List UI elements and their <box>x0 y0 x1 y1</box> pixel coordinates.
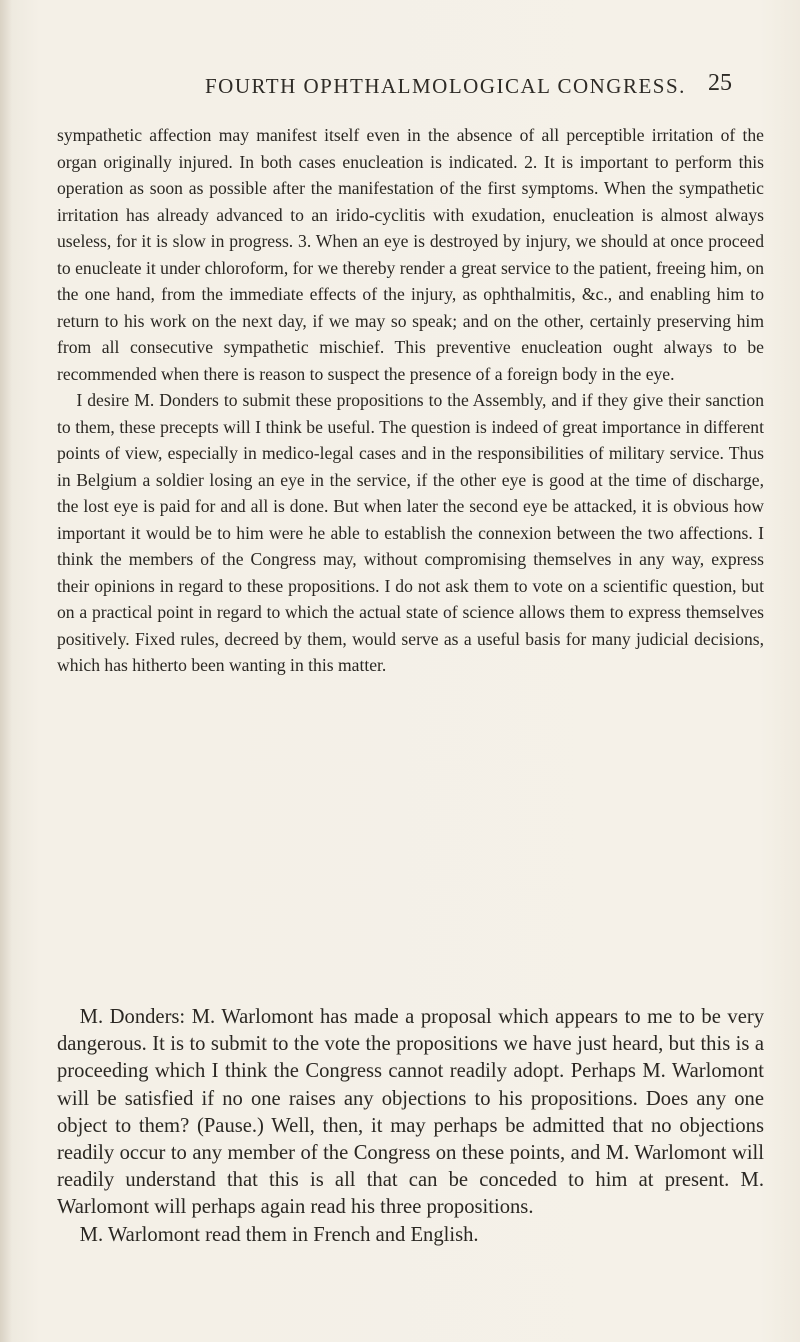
paragraph-donders-reply: M. Donders: M. Warlomont has made a proposal which appears to me to be very dangerous. It is to submit to the vote the propositions we have just heard, but this is a proceeding which I think the Congress cannot readily adopt. Perhaps M. Warlomont will be satisfied if no one raises any objections to his propositions. Does any one object to them? (Pause.) Well, then, it may perhaps be admitted that no objections readily occur to any member of the Congress on these points, and M. Warlomont will readily understand that this is all that can be conceded to him at present. M. Warlomont will perhaps again read his three propositions. <box>57 1006 764 1219</box>
paragraph-request: I desire M. Donders to submit these propositions to the Assembly, and if they give their sanction to them, these precepts will I think be useful. The question is indeed of great importance in different points of view, especially in medico-legal cases and in the responsibilities of military service. Thus in Belgium a soldier losing an eye in the service, if the other eye is good at the time of discharge, the lost eye is paid for and all is done. But when later the second eye be attacked, it is obvious how important it would be to him were he able to establish the connexion between the two affections. I think the members of the Congress may, without compromising themselves in any way, express their opinions in regard to these propositions. I do not ask them to vote on a scientific question, but on a practical point in regard to which the actual state of science allows them to express themselves positively. Fixed rules, decreed by them, would serve as a useful basis for many judicial decisions, which has hitherto been wanting in this matter. <box>57 390 764 675</box>
page-number: 25 <box>708 70 732 96</box>
page-gutter-shadow <box>0 0 12 1342</box>
page-header <box>0 70 800 104</box>
running-head: FOURTH OPHTHALMOLOGICAL CONGRESS. <box>205 74 686 98</box>
discussion-section <box>57 1004 764 1249</box>
paragraph-continuation: sympathetic affection may manifest itself even in the absence of all perceptible irritation of the organ originally injured. In both cases enucleation is indicated. 2. It is important to perform this operation as soon as possible after the manifestation of the first symptoms. When the sympathetic irritation has already advanced to an irido-cyclitis with exudation, enucleation is almost always useless, for it is slow in progress. 3. When an eye is destroyed by injury, we should at once proceed to enucleate it under chloroform, for we thereby render a great service to the patient, freeing him, on the one hand, from the immediate effects of the injury, as ophthalmitis, &c., and enabling him to return to his work on the next day, if we may so speak; and on the other, certainly preserving him from all consecutive sympathetic mischief. This preventive enucleation ought always to be recommended when there is reason to suspect the presence of a foreign body in the eye. <box>57 125 764 384</box>
body-text-section <box>57 122 764 679</box>
paragraph-warlomont-reading: M. Warlomont read them in French and English. <box>79 1223 479 1246</box>
